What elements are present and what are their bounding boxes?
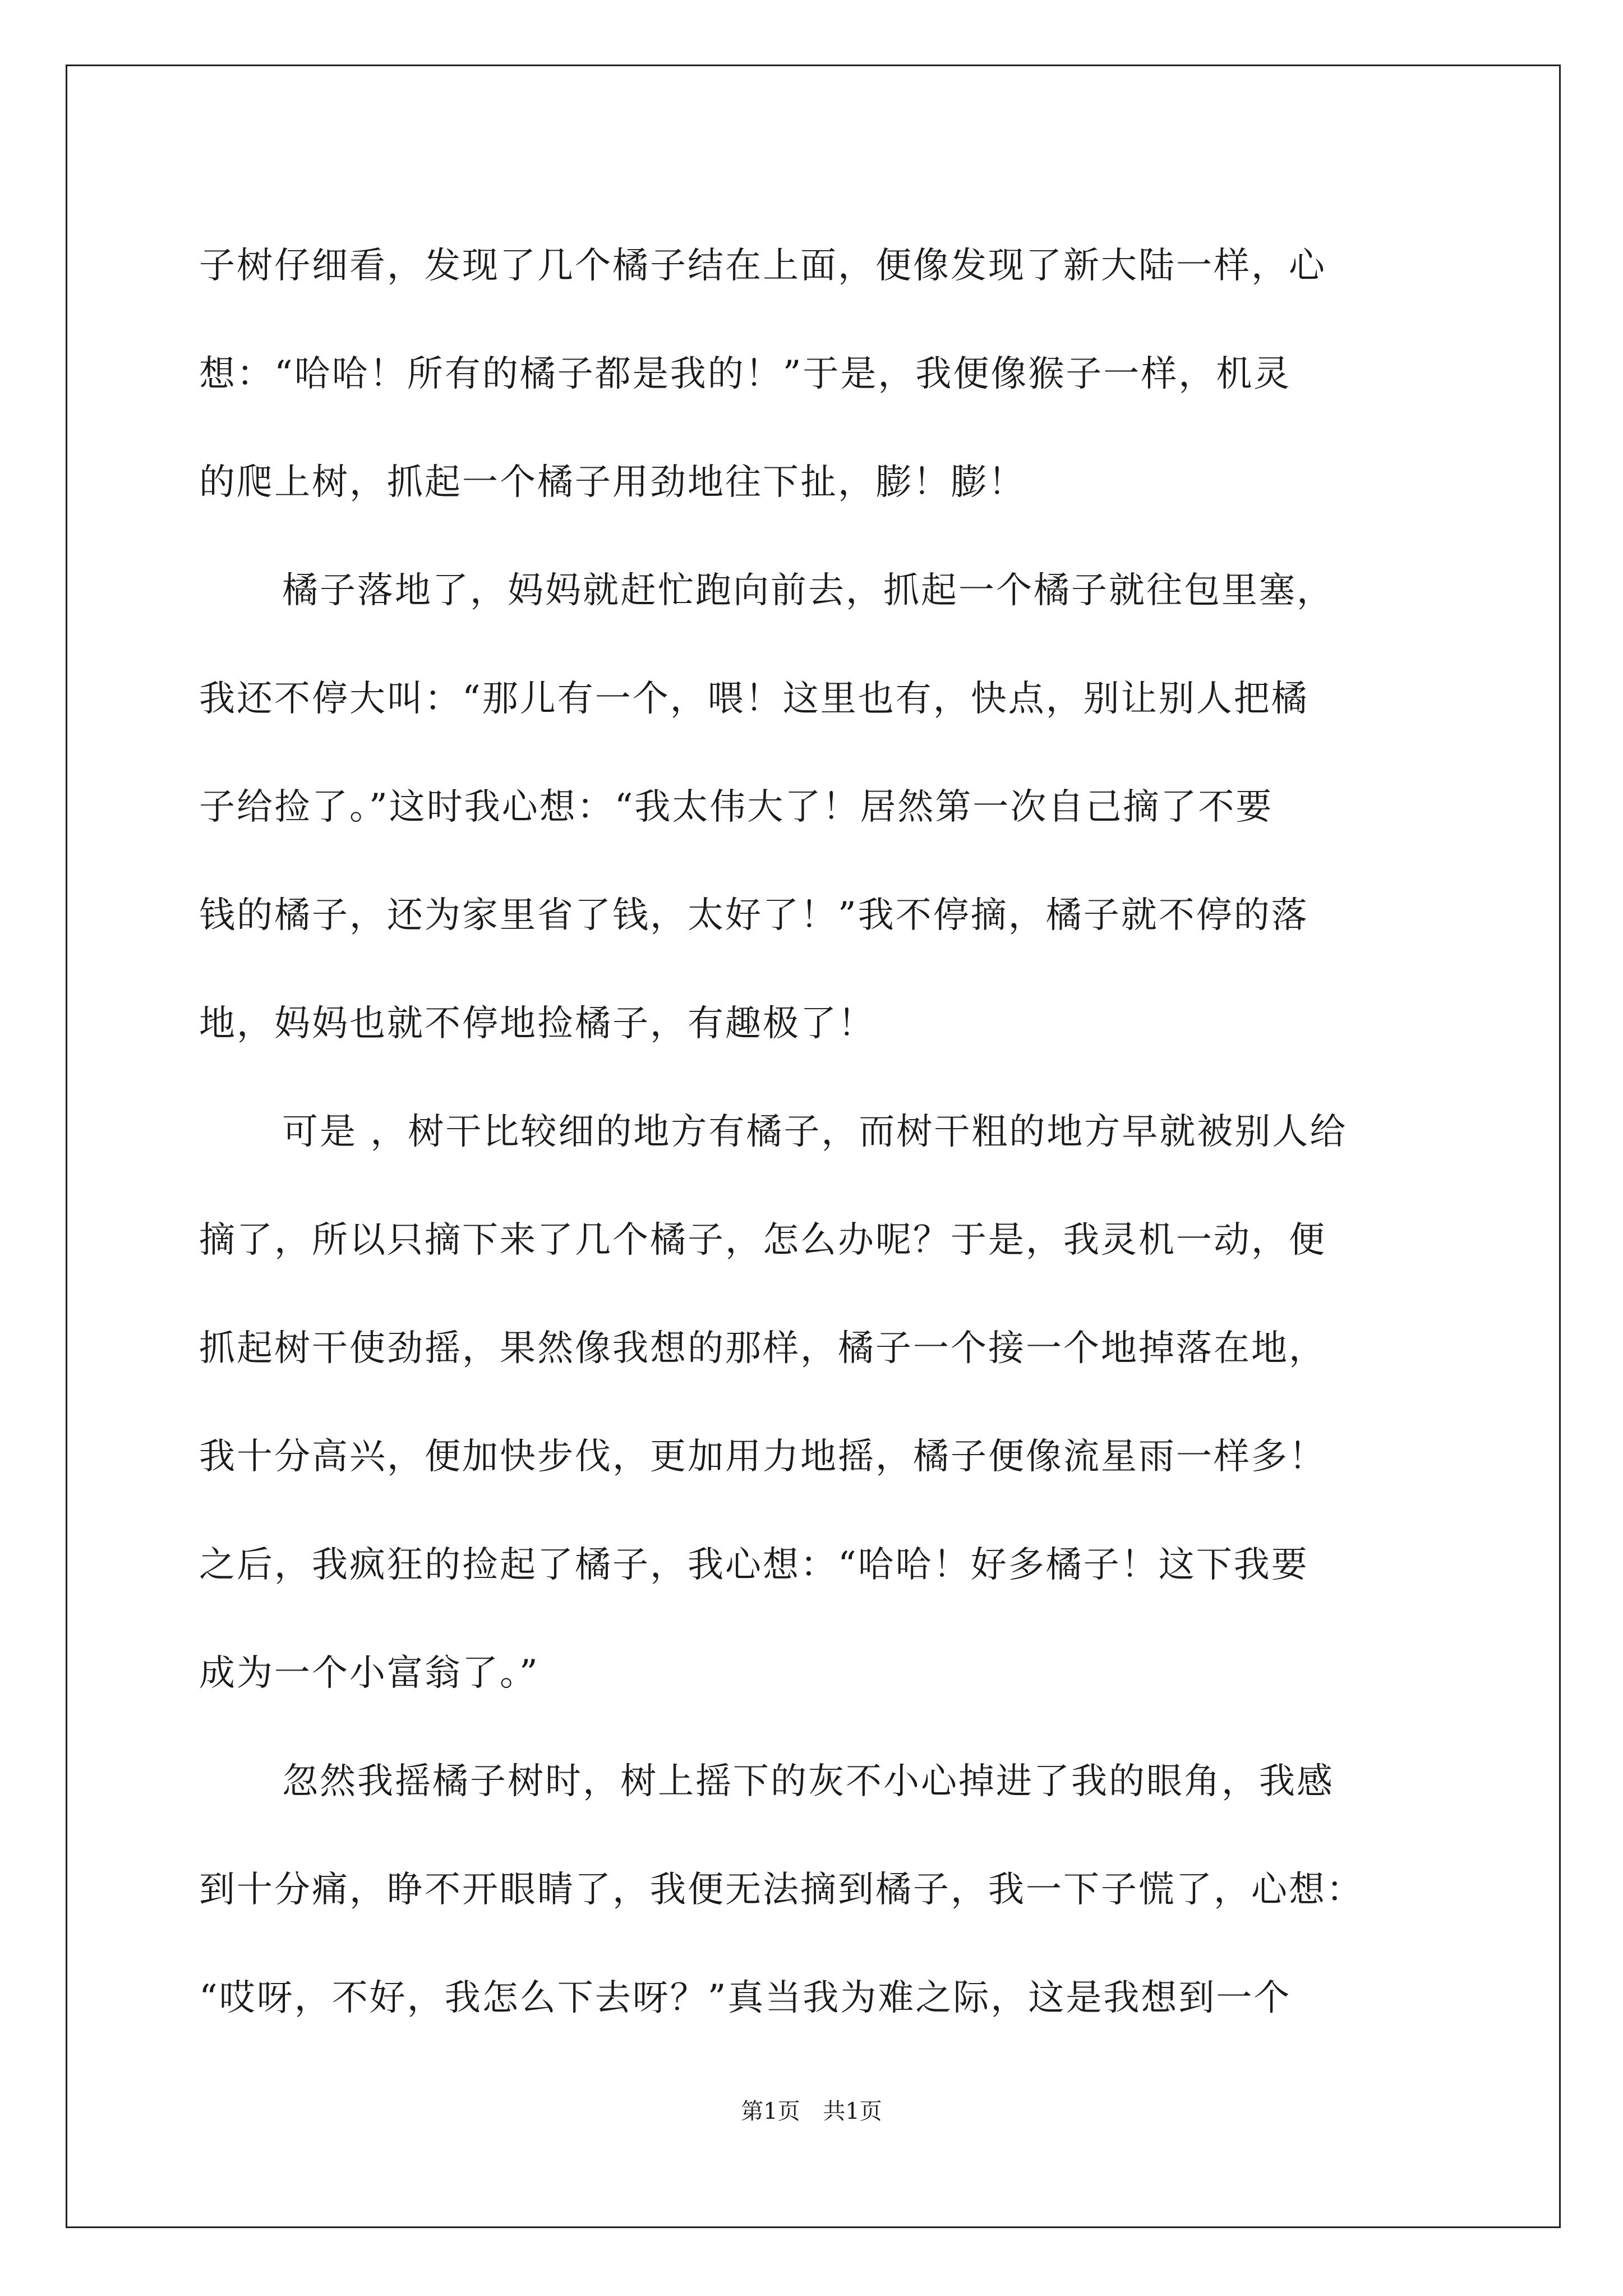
paragraph	[199, 1728, 1433, 2053]
text-line: 抓起树干使劲摇，果然像我想的那样，橘子一个接一个地掉落在地，	[199, 1328, 1326, 1369]
text-line: 的爬上树，抓起一个橘子用劲地往下扯，膨！膨！	[199, 462, 1026, 503]
text-line: 钱的橘子，还为家里省了钱，太好了！”我不停摘，橘子就不停的落	[199, 895, 1309, 936]
page-number-total: 共1页	[823, 2099, 882, 2124]
text-line: 忽然我摇橘子树时，树上摇下的灰不小心掉进了我的眼角，我感	[282, 1761, 1334, 1802]
text-line: 想：“哈哈！所有的橘子都是我的！”于是，我便像猴子一样，机灵	[199, 353, 1292, 395]
text-line: 摘了，所以只摘下来了几个橘子，怎么办呢？于是，我灵机一动，便	[199, 1220, 1326, 1261]
text-line: 到十分痛，睁不开眼睛了，我便无法摘到橘子，我一下子慌了，心想：	[199, 1869, 1364, 1911]
text-line: 子给捡了。”这时我心想：“我太伟大了！居然第一次自己摘了不要	[199, 786, 1274, 828]
document-body	[199, 212, 1433, 2053]
text-line: 我还不停大叫：“那儿有一个，喂！这里也有，快点，别让别人把橘	[199, 678, 1309, 720]
text-line: 子树仔细看，发现了几个橘子结在上面，便像发现了新大陆一样，心	[199, 245, 1326, 287]
page-number-current: 第1页	[741, 2099, 800, 2124]
text-line: 橘子落地了，妈妈就赶忙跑向前去，抓起一个橘子就往包里塞，	[282, 570, 1334, 611]
text-line: 成为一个小富翁了。”	[199, 1653, 540, 1694]
page-footer	[0, 2093, 1623, 2125]
text-line: 地，妈妈也就不停地捡橘子，有趣极了！	[199, 1003, 875, 1045]
text-line: 我十分高兴，便加快步伐，更加用力地摇，橘子便像流星雨一样多！	[199, 1436, 1326, 1478]
paragraph	[199, 1078, 1433, 1728]
text-line: 之后，我疯狂的捡起了橘子，我心想：“哈哈！好多橘子！这下我要	[199, 1544, 1309, 1586]
paragraph	[199, 212, 1433, 537]
text-line: “哎呀，不好，我怎么下去呀？”真当我为难之际，这是我想到一个	[199, 1977, 1292, 2019]
paragraph	[199, 537, 1433, 1078]
text-line: 可是 ，树干比较细的地方有橘子，而树干粗的地方早就被别人给	[282, 1111, 1348, 1153]
